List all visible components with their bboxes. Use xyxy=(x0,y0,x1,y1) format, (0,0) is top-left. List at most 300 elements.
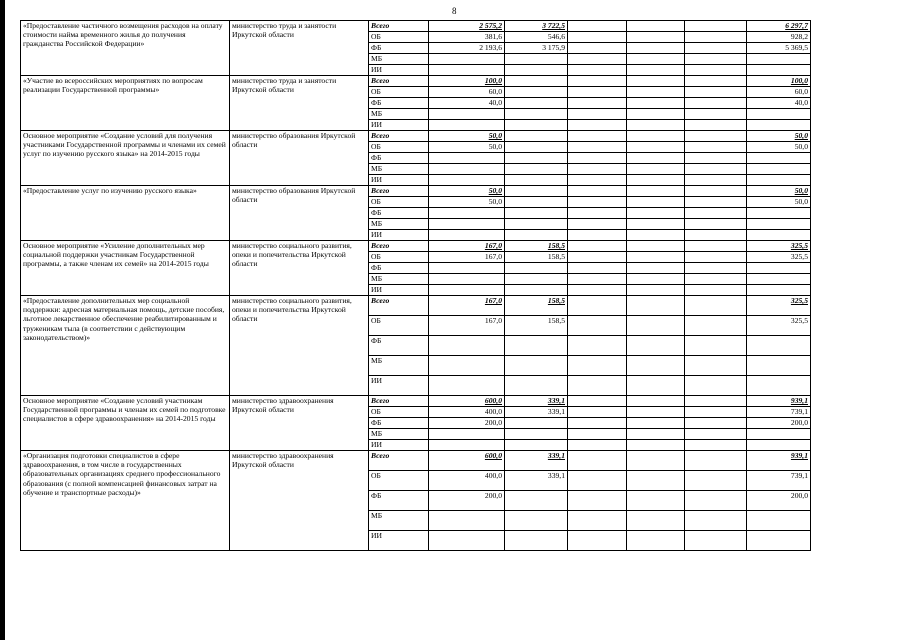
value-cell xyxy=(685,252,747,263)
value-cell: 167,0 xyxy=(429,316,505,336)
value-cell xyxy=(568,109,627,120)
value-cell xyxy=(505,109,568,120)
total-value-cell xyxy=(747,440,811,451)
total-value-cell: 6 297,7 xyxy=(747,21,811,32)
value-cell xyxy=(568,263,627,274)
value-cell xyxy=(505,197,568,208)
value-cell xyxy=(429,336,505,356)
funding-source: ОБ xyxy=(369,407,429,418)
value-cell: 167,0 xyxy=(429,241,505,252)
value-cell xyxy=(685,471,747,491)
value-cell xyxy=(429,376,505,396)
value-cell xyxy=(505,418,568,429)
value-cell xyxy=(627,451,685,471)
funding-source: МБ xyxy=(369,511,429,531)
total-value-cell xyxy=(747,230,811,241)
value-cell xyxy=(568,241,627,252)
value-cell: 339,1 xyxy=(505,396,568,407)
total-value-cell xyxy=(747,164,811,175)
funding-source: МБ xyxy=(369,164,429,175)
value-cell xyxy=(627,230,685,241)
value-cell xyxy=(568,87,627,98)
value-cell xyxy=(568,43,627,54)
total-value-cell: 739,1 xyxy=(747,407,811,418)
value-cell xyxy=(685,396,747,407)
value-cell xyxy=(685,65,747,76)
funding-source: МБ xyxy=(369,429,429,440)
value-cell xyxy=(429,230,505,241)
value-cell xyxy=(685,87,747,98)
value-cell xyxy=(429,531,505,551)
value-cell: 339,1 xyxy=(505,451,568,471)
total-value-cell xyxy=(747,208,811,219)
value-cell xyxy=(505,153,568,164)
budget-table xyxy=(20,20,811,551)
value-cell xyxy=(429,511,505,531)
total-value-cell xyxy=(747,531,811,551)
total-value-cell: 50,0 xyxy=(747,131,811,142)
value-cell: 400,0 xyxy=(429,407,505,418)
funding-source: ФБ xyxy=(369,263,429,274)
value-cell xyxy=(429,429,505,440)
value-cell xyxy=(505,263,568,274)
value-cell xyxy=(568,175,627,186)
value-cell xyxy=(568,274,627,285)
value-cell xyxy=(568,197,627,208)
value-cell xyxy=(505,531,568,551)
value-cell xyxy=(429,54,505,65)
value-cell xyxy=(627,197,685,208)
value-cell xyxy=(568,120,627,131)
value-cell xyxy=(627,54,685,65)
value-cell: 400,0 xyxy=(429,471,505,491)
value-cell xyxy=(685,131,747,142)
responsible-organization: министерство здравоохранения Иркутской области xyxy=(230,451,369,551)
scan-edge xyxy=(0,0,5,640)
value-cell xyxy=(429,263,505,274)
responsible-organization: министерство образования Иркутской области xyxy=(230,186,369,241)
value-cell xyxy=(685,336,747,356)
total-value-cell xyxy=(747,274,811,285)
value-cell xyxy=(685,531,747,551)
value-cell xyxy=(685,186,747,197)
value-cell xyxy=(685,109,747,120)
value-cell: 3 175,9 xyxy=(505,43,568,54)
total-value-cell: 325,5 xyxy=(747,316,811,336)
value-cell xyxy=(505,274,568,285)
value-cell xyxy=(627,21,685,32)
value-cell xyxy=(627,142,685,153)
funding-source: ИИ xyxy=(369,285,429,296)
value-cell xyxy=(568,142,627,153)
value-cell xyxy=(568,65,627,76)
value-cell xyxy=(627,98,685,109)
funding-source: МБ xyxy=(369,219,429,230)
funding-source: ИИ xyxy=(369,531,429,551)
value-cell xyxy=(429,356,505,376)
value-cell xyxy=(627,440,685,451)
activity-description: Основное мероприятие «Усиление дополнительных мер социальной поддержки участникам Государственной программы, а также членам их семей» на 2014-2015 годы xyxy=(21,241,230,296)
value-cell xyxy=(685,32,747,43)
value-cell xyxy=(429,109,505,120)
funding-source: ОБ xyxy=(369,316,429,336)
value-cell xyxy=(505,336,568,356)
value-cell xyxy=(685,142,747,153)
value-cell: 158,5 xyxy=(505,296,568,316)
value-cell xyxy=(627,263,685,274)
value-cell xyxy=(685,451,747,471)
value-cell xyxy=(685,208,747,219)
value-cell xyxy=(685,491,747,511)
table-row xyxy=(21,451,811,471)
value-cell: 2 575,2 xyxy=(429,21,505,32)
value-cell: 60,0 xyxy=(429,87,505,98)
value-cell xyxy=(568,285,627,296)
funding-source: ОБ xyxy=(369,471,429,491)
value-cell: 3 722,5 xyxy=(505,21,568,32)
value-cell xyxy=(627,208,685,219)
value-cell xyxy=(568,511,627,531)
value-cell xyxy=(685,43,747,54)
funding-source: ИИ xyxy=(369,65,429,76)
value-cell xyxy=(685,21,747,32)
value-cell xyxy=(505,54,568,65)
value-cell xyxy=(429,175,505,186)
value-cell xyxy=(505,65,568,76)
funding-source: ФБ xyxy=(369,153,429,164)
value-cell xyxy=(505,76,568,87)
value-cell xyxy=(685,98,747,109)
value-cell xyxy=(627,186,685,197)
page-number: 8 xyxy=(452,6,457,16)
value-cell xyxy=(627,429,685,440)
value-cell: 600,0 xyxy=(429,451,505,471)
value-cell xyxy=(568,418,627,429)
value-cell xyxy=(627,252,685,263)
total-value-cell xyxy=(747,263,811,274)
total-value-cell: 50,0 xyxy=(747,142,811,153)
value-cell xyxy=(627,153,685,164)
value-cell xyxy=(568,208,627,219)
total-value-cell: 325,5 xyxy=(747,241,811,252)
value-cell: 50,0 xyxy=(429,197,505,208)
funding-source: ФБ xyxy=(369,491,429,511)
value-cell xyxy=(627,407,685,418)
value-cell xyxy=(627,219,685,230)
value-cell xyxy=(627,531,685,551)
value-cell xyxy=(685,197,747,208)
activity-description: Основное мероприятие «Создание условий участникам Государственной программы и членам их семей по подготовке специалистов в сфере здравоохранения» на 2014-2015 годы xyxy=(21,396,230,451)
total-value-cell: 60,0 xyxy=(747,87,811,98)
value-cell xyxy=(685,54,747,65)
value-cell xyxy=(505,376,568,396)
funding-source: ИИ xyxy=(369,175,429,186)
total-value-cell xyxy=(747,376,811,396)
value-cell xyxy=(429,164,505,175)
funding-source: ОБ xyxy=(369,142,429,153)
value-cell xyxy=(568,440,627,451)
total-value-cell: 939,1 xyxy=(747,396,811,407)
responsible-organization: министерство труда и занятости Иркутской области xyxy=(230,21,369,76)
value-cell xyxy=(627,164,685,175)
funding-source: ОБ xyxy=(369,252,429,263)
value-cell: 600,0 xyxy=(429,396,505,407)
value-cell xyxy=(505,164,568,175)
value-cell xyxy=(685,274,747,285)
total-value-cell xyxy=(747,120,811,131)
value-cell xyxy=(627,491,685,511)
value-cell xyxy=(505,429,568,440)
funding-source: Всего xyxy=(369,21,429,32)
value-cell: 40,0 xyxy=(429,98,505,109)
value-cell xyxy=(685,164,747,175)
value-cell xyxy=(627,296,685,316)
table-row xyxy=(21,396,811,407)
value-cell xyxy=(505,120,568,131)
total-value-cell xyxy=(747,511,811,531)
value-cell xyxy=(505,87,568,98)
total-value-cell: 100,0 xyxy=(747,76,811,87)
value-cell: 158,5 xyxy=(505,241,568,252)
value-cell xyxy=(627,511,685,531)
value-cell xyxy=(429,65,505,76)
funding-source: Всего xyxy=(369,76,429,87)
funding-source: Всего xyxy=(369,131,429,142)
value-cell xyxy=(429,274,505,285)
total-value-cell xyxy=(747,175,811,186)
funding-source: Всего xyxy=(369,296,429,316)
funding-source: ИИ xyxy=(369,376,429,396)
value-cell xyxy=(429,208,505,219)
value-cell xyxy=(627,356,685,376)
value-cell xyxy=(685,356,747,376)
total-value-cell xyxy=(747,356,811,376)
funding-source: ФБ xyxy=(369,208,429,219)
value-cell xyxy=(685,296,747,316)
activity-description: «Участие во всероссийских мероприятиях по вопросам реализации Государственной программы» xyxy=(21,76,230,131)
total-value-cell: 50,0 xyxy=(747,186,811,197)
value-cell xyxy=(685,407,747,418)
value-cell xyxy=(685,120,747,131)
activity-description: «Предоставление дополнительных мер социальной поддержки: адресная материальная помощь, детские пособия, льготное лекарственное обеспечение реабилитированным и труженикам тыла (в соответствии с действующим законодательством)» xyxy=(21,296,230,396)
value-cell xyxy=(568,164,627,175)
total-value-cell: 200,0 xyxy=(747,491,811,511)
table-row xyxy=(21,296,811,316)
value-cell xyxy=(429,120,505,131)
total-value-cell: 50,0 xyxy=(747,197,811,208)
value-cell: 339,1 xyxy=(505,471,568,491)
value-cell xyxy=(627,76,685,87)
value-cell xyxy=(568,531,627,551)
value-cell xyxy=(685,285,747,296)
value-cell xyxy=(685,316,747,336)
value-cell xyxy=(505,208,568,219)
value-cell xyxy=(505,356,568,376)
funding-source: ФБ xyxy=(369,418,429,429)
value-cell: 50,0 xyxy=(429,142,505,153)
value-cell xyxy=(627,43,685,54)
value-cell: 2 193,6 xyxy=(429,43,505,54)
funding-source: ФБ xyxy=(369,336,429,356)
value-cell xyxy=(568,131,627,142)
value-cell xyxy=(505,230,568,241)
activity-description: «Организация подготовки специалистов в сфере здравоохранения, в том числе в государственных образовательных организациях среднего профессионального образования (с полной компенсацией финансовых затрат на обучение и транспортные расходы)» xyxy=(21,451,230,551)
value-cell xyxy=(685,241,747,252)
value-cell xyxy=(568,451,627,471)
value-cell xyxy=(685,175,747,186)
value-cell xyxy=(505,219,568,230)
funding-source: ФБ xyxy=(369,43,429,54)
value-cell xyxy=(627,274,685,285)
total-value-cell: 939,1 xyxy=(747,451,811,471)
value-cell xyxy=(429,285,505,296)
funding-source: ОБ xyxy=(369,197,429,208)
value-cell xyxy=(568,54,627,65)
funding-source: ИИ xyxy=(369,230,429,241)
value-cell xyxy=(685,153,747,164)
value-cell xyxy=(505,175,568,186)
value-cell xyxy=(568,356,627,376)
funding-source: ФБ xyxy=(369,98,429,109)
activity-description: «Предоставление услуг по изучению русского языка» xyxy=(21,186,230,241)
value-cell xyxy=(627,241,685,252)
value-cell xyxy=(627,175,685,186)
value-cell xyxy=(685,230,747,241)
funding-source: Всего xyxy=(369,396,429,407)
value-cell xyxy=(429,440,505,451)
value-cell xyxy=(568,219,627,230)
funding-source: МБ xyxy=(369,356,429,376)
total-value-cell xyxy=(747,336,811,356)
funding-source: ИИ xyxy=(369,120,429,131)
total-value-cell xyxy=(747,219,811,230)
value-cell xyxy=(568,230,627,241)
total-value-cell xyxy=(747,54,811,65)
funding-source: МБ xyxy=(369,54,429,65)
funding-source: Всего xyxy=(369,241,429,252)
table-row xyxy=(21,241,811,252)
value-cell xyxy=(627,32,685,43)
table-row xyxy=(21,76,811,87)
value-cell xyxy=(568,153,627,164)
value-cell xyxy=(568,407,627,418)
value-cell xyxy=(568,491,627,511)
value-cell xyxy=(568,76,627,87)
value-cell xyxy=(627,316,685,336)
value-cell xyxy=(505,491,568,511)
value-cell: 167,0 xyxy=(429,252,505,263)
value-cell xyxy=(568,32,627,43)
total-value-cell: 40,0 xyxy=(747,98,811,109)
responsible-organization: министерство социального развития, опеки и попечительства Иркутской области xyxy=(230,296,369,396)
value-cell xyxy=(505,98,568,109)
table-row xyxy=(21,186,811,197)
value-cell: 546,6 xyxy=(505,32,568,43)
total-value-cell xyxy=(747,285,811,296)
funding-source: МБ xyxy=(369,274,429,285)
value-cell xyxy=(685,376,747,396)
responsible-organization: министерство труда и занятости Иркутской области xyxy=(230,76,369,131)
value-cell xyxy=(568,396,627,407)
value-cell xyxy=(685,418,747,429)
value-cell: 381,6 xyxy=(429,32,505,43)
value-cell xyxy=(568,21,627,32)
value-cell: 200,0 xyxy=(429,491,505,511)
value-cell xyxy=(568,316,627,336)
value-cell xyxy=(568,471,627,491)
value-cell: 200,0 xyxy=(429,418,505,429)
funding-source: ОБ xyxy=(369,87,429,98)
value-cell xyxy=(568,336,627,356)
value-cell xyxy=(627,120,685,131)
value-cell xyxy=(505,285,568,296)
table-row xyxy=(21,131,811,142)
value-cell xyxy=(685,76,747,87)
activity-description: Основное мероприятие «Создание условий для получения участниками Государственной программы и членами их семей услуг по изучению русского языка» на 2014-2015 годы xyxy=(21,131,230,186)
activity-description: «Предоставление частичного возмещения расходов на оплату стоимости найма временного жилья до получения гражданства Российской Федерации» xyxy=(21,21,230,76)
responsible-organization: министерство образования Иркутской области xyxy=(230,131,369,186)
value-cell xyxy=(627,87,685,98)
funding-source: Всего xyxy=(369,451,429,471)
value-cell: 158,5 xyxy=(505,252,568,263)
table-row xyxy=(21,21,811,32)
responsible-organization: министерство социального развития, опеки и попечительства Иркутской области xyxy=(230,241,369,296)
value-cell: 158,5 xyxy=(505,316,568,336)
value-cell xyxy=(627,65,685,76)
total-value-cell: 5 369,5 xyxy=(747,43,811,54)
value-cell xyxy=(627,131,685,142)
responsible-organization: министерство здравоохранения Иркутской области xyxy=(230,396,369,451)
total-value-cell: 200,0 xyxy=(747,418,811,429)
value-cell xyxy=(505,142,568,153)
value-cell: 100,0 xyxy=(429,76,505,87)
total-value-cell xyxy=(747,153,811,164)
value-cell: 50,0 xyxy=(429,131,505,142)
total-value-cell xyxy=(747,109,811,120)
total-value-cell: 325,5 xyxy=(747,296,811,316)
total-value-cell xyxy=(747,429,811,440)
funding-source: МБ xyxy=(369,109,429,120)
value-cell xyxy=(568,376,627,396)
value-cell xyxy=(505,440,568,451)
total-value-cell: 739,1 xyxy=(747,471,811,491)
value-cell xyxy=(627,285,685,296)
value-cell xyxy=(685,511,747,531)
value-cell xyxy=(429,219,505,230)
value-cell xyxy=(685,440,747,451)
value-cell xyxy=(568,252,627,263)
value-cell xyxy=(685,219,747,230)
value-cell xyxy=(685,429,747,440)
value-cell: 339,1 xyxy=(505,407,568,418)
value-cell xyxy=(568,296,627,316)
value-cell: 50,0 xyxy=(429,186,505,197)
value-cell xyxy=(505,131,568,142)
value-cell xyxy=(627,376,685,396)
value-cell xyxy=(627,418,685,429)
value-cell xyxy=(627,396,685,407)
value-cell xyxy=(568,186,627,197)
value-cell: 167,0 xyxy=(429,296,505,316)
value-cell xyxy=(627,109,685,120)
total-value-cell xyxy=(747,65,811,76)
value-cell xyxy=(627,471,685,491)
value-cell xyxy=(429,153,505,164)
value-cell xyxy=(627,336,685,356)
total-value-cell: 928,2 xyxy=(747,32,811,43)
funding-source: ИИ xyxy=(369,440,429,451)
total-value-cell: 325,5 xyxy=(747,252,811,263)
